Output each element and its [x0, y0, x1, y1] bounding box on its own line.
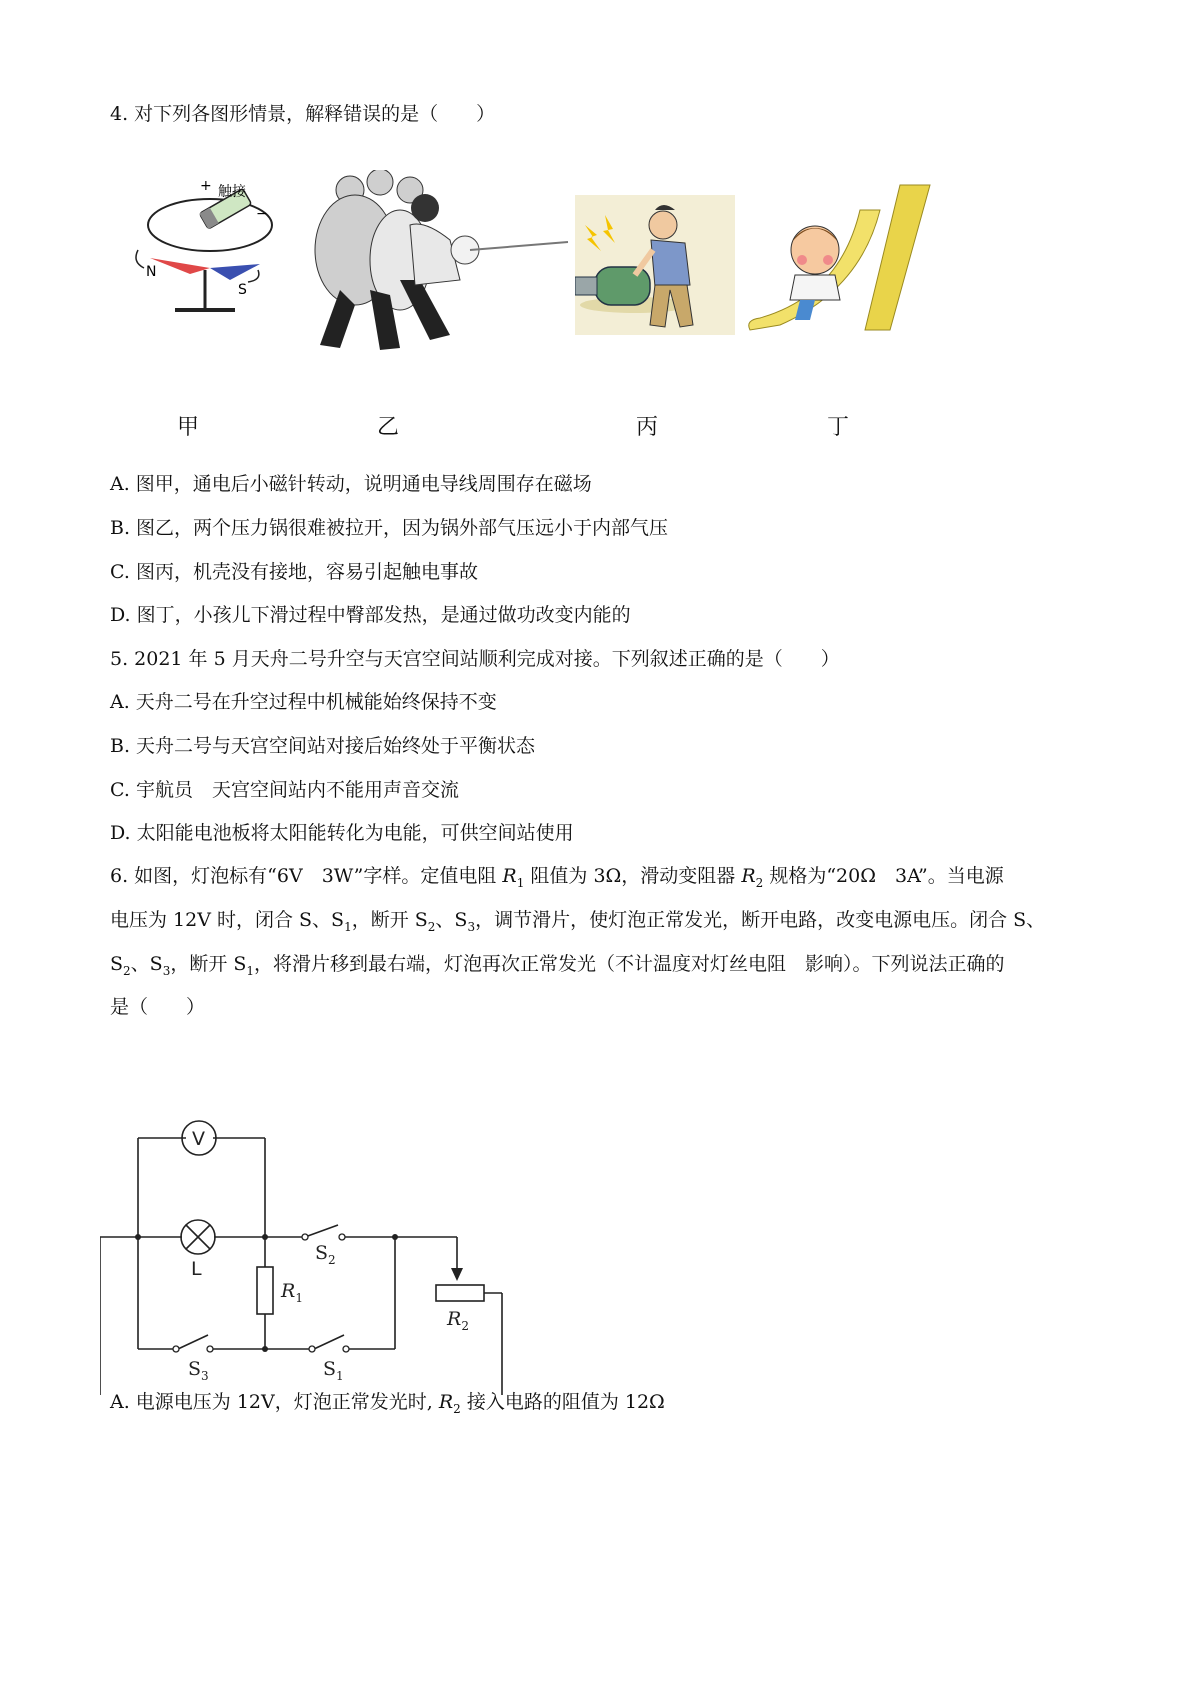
jia-s: S [238, 282, 247, 298]
figure-bing [575, 195, 735, 335]
r1-label: $R_1$ [281, 1280, 303, 1305]
q6-stem-line-4: 是（ ） [110, 996, 206, 1018]
q5-option-c: C. 宇航员 天宫空间站内不能用声音交流 [110, 779, 459, 801]
figure-yi [300, 170, 570, 360]
s1-label: $S_1$ [323, 1358, 344, 1383]
q5-stem: 5. 2021 年 5 月天舟二号升空与天宫空间站顺利完成对接。下列叙述正确的是（ ） [110, 648, 840, 670]
q4-option-c: C. 图丙，机壳没有接地，容易引起触电事故 [110, 561, 478, 583]
lamp-label: L [191, 1258, 202, 1280]
q5-option-b: B. 天舟二号与天宫空间站对接后始终处于平衡状态 [110, 735, 536, 757]
jia-n: N [146, 264, 157, 280]
q5-option-d: D. 太阳能电池板将太阳能转化为电能，可供空间站使用 [110, 822, 574, 844]
fig-label-yi: 乙 [377, 415, 400, 440]
jia-plus: + [200, 178, 212, 194]
r2-label: $R_2$ [447, 1308, 469, 1333]
q5-option-a: A. 天舟二号在升空过程中机械能始终保持不变 [110, 691, 497, 713]
q4-option-d: D. 图丁，小孩儿下滑过程中臀部发热，是通过做功改变内能的 [110, 604, 631, 626]
jia-touch: 触接 [218, 184, 246, 200]
q4-option-a: A. 图甲，通电后小磁针转动，说明通电导线周围存在磁场 [110, 473, 592, 495]
fig-label-bing: 丙 [636, 415, 659, 440]
q4-stem: 4. 对下列各图形情景，解释错误的是（ ） [110, 103, 496, 125]
jia-minus: − [256, 206, 268, 222]
circuit-diagram [100, 1115, 520, 1395]
q6-stem-line-1: 6. 如图，灯泡标有“6V 3W”字样。定值电阻 $R_1$ 阻值为 3Ω，滑动变阻器 $R_2$ 规格为“20Ω 3A”。当电源 [110, 865, 1004, 890]
s2-label: $S_2$ [315, 1242, 336, 1267]
voltmeter-label: V [192, 1128, 205, 1150]
fig-label-jia: 甲 [177, 415, 200, 440]
q6-stem-line-3: $S_2$、$S_3$，断开 $S_1$，将滑片移到最右端，灯泡再次正常发光（不计温度对灯丝电阻 影响）。下列说法正确的 [110, 953, 1005, 978]
q4-option-b: B. 图乙，两个压力锅很难被拉开，因为锅外部气压远小于内部气压 [110, 517, 669, 539]
figure-ding [740, 180, 940, 340]
figure-jia [130, 170, 290, 330]
fig-label-ding: 丁 [827, 415, 850, 440]
q6-option-a: A. 电源电压为 12V，灯泡正常发光时, $R_2$ 接入电路的阻值为 12Ω [110, 1391, 665, 1416]
s3-label: $S_3$ [188, 1358, 209, 1383]
q6-stem-line-2: 电压为 12V 时，闭合 S、$S_1$，断开 $S_2$、$S_3$，调节滑片，使灯泡正常发光，断开电路，改变电源电压。闭合 S、 [110, 909, 1046, 934]
